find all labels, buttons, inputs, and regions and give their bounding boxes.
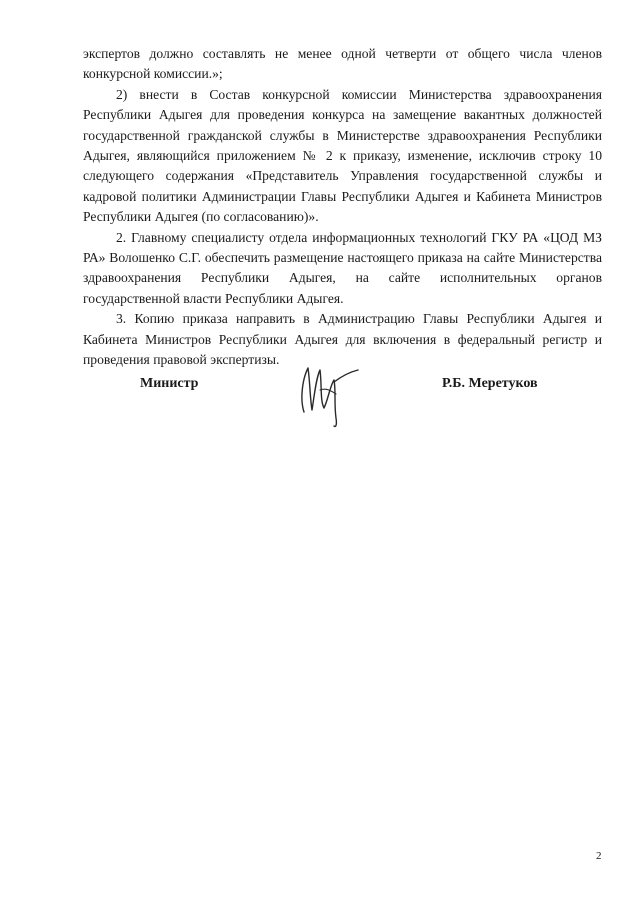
handwritten-signature [290,360,362,430]
paragraph-point-2: 2. Главному специалисту отдела информационных технологий ГКУ РА «ЦОД МЗ РА» Волошенко С.Г. обеспечить размещение настоящего приказа на сайте Министерства здравоохранения Республики Адыгея, на сайте исполнительных органов государственной власти Республики Адыгея. [83,229,602,306]
document-body [83,44,602,371]
signatory-name: Р.Б. Меретуков [442,376,538,391]
page-number: 2 [596,850,602,862]
signature-block [0,376,640,436]
paragraph-continuation: экспертов должно составлять не менее одной четверти от общего числа членов конкурсной комиссии.»; [83,46,602,82]
signatory-title: Министр [140,376,199,391]
paragraph-item-2: 2) внести в Состав конкурсной комиссии Министерства здравоохранения Республики Адыгея для проведения конкурса на замещение вакантных должностей государственной гражданской службы в Министерстве здравоохранения Республики Адыгея, являющийся приложением № 2 к приказу, изменение, исключив строку 10 следующего содержания «Представитель Управления государственной службы и кадровой политики Администрации Главы Республики Адыгея и Кабинета Министров Республики Адыгея (по согласованию)». [83,86,602,225]
paragraph-point-3: 3. Копию приказа направить в Администрацию Главы Республики Адыгея и Кабинета Министров Республики Адыгея для включения в федеральный регистр и проведения правовой экспертизы. [83,311,602,368]
